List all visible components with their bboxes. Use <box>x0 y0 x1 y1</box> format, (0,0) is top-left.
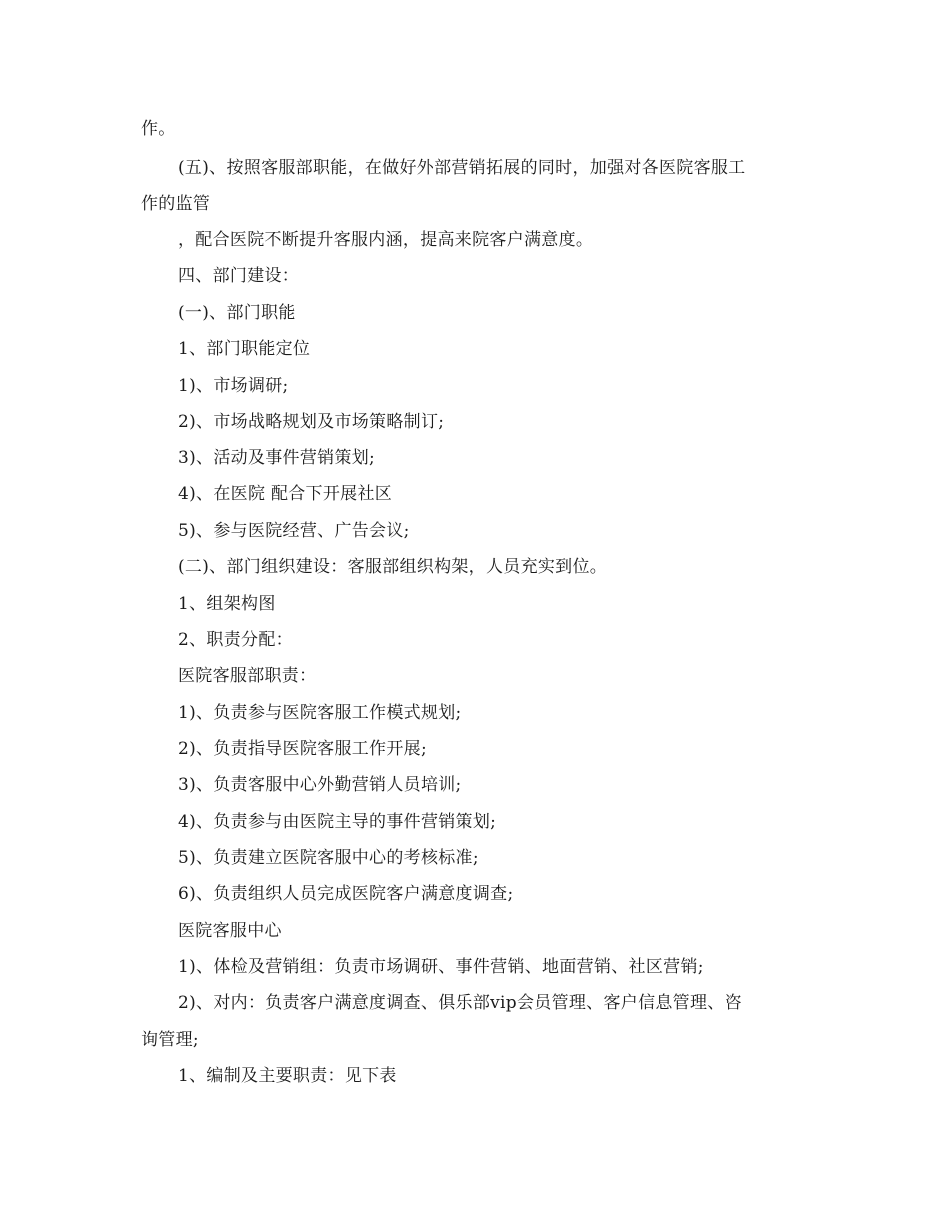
text-line: 医院客服部职责： <box>178 666 317 686</box>
text-line: (二)、部门组织建设：客服部组织构架，人员充实到位。 <box>178 557 608 577</box>
text-line: (一)、部门职能 <box>178 303 296 323</box>
text-line: (五)、按照客服部职能，在做好外部营销拓展的同时，加强对各医院客服工 <box>178 158 746 178</box>
text-line: 2)、对内：负责客户满意度调查、俱乐部vip会员管理、客户信息管理、咨 <box>178 993 742 1013</box>
text-line: 5)、参与医院经营、广告会议; <box>178 521 410 541</box>
text-line: 6)、负责组织人员完成医院客户满意度调查; <box>178 884 514 904</box>
text-line: 1)、市场调研; <box>178 376 289 396</box>
text-line: 4)、负责参与由医院主导的事件营销策划; <box>178 812 497 832</box>
text-line: 作的监管 <box>141 194 211 214</box>
text-line: 1、编制及主要职责：见下表 <box>178 1066 397 1086</box>
text-line: 1、部门职能定位 <box>178 339 311 359</box>
text-line: 2)、市场战略规划及市场策略制订; <box>178 412 445 432</box>
text-line: 医院客服中心 <box>178 921 282 941</box>
text-line: 询管理; <box>141 1030 199 1050</box>
text-line: 2)、负责指导医院客服工作开展; <box>178 739 427 759</box>
text-line: 作。 <box>141 119 176 139</box>
text-line: 3)、活动及事件营销策划; <box>178 448 376 468</box>
text-line: 1)、负责参与医院客服工作模式规划; <box>178 703 462 723</box>
text-line: 四、部门建设： <box>178 266 300 286</box>
text-line: 5)、负责建立医院客服中心的考核标准; <box>178 848 479 868</box>
text-line: ，配合医院不断提升客服内涵，提高来院客户满意度。 <box>178 230 594 250</box>
text-line: 2、职责分配： <box>178 630 293 650</box>
text-line: 1)、体检及营销组：负责市场调研、事件营销、地面营销、社区营销; <box>178 957 704 977</box>
text-line: 1、组架构图 <box>178 594 276 614</box>
text-line: 4)、在医院 配合下开展社区 <box>178 484 393 504</box>
text-line: 3)、负责客服中心外勤营销人员培训; <box>178 775 462 795</box>
